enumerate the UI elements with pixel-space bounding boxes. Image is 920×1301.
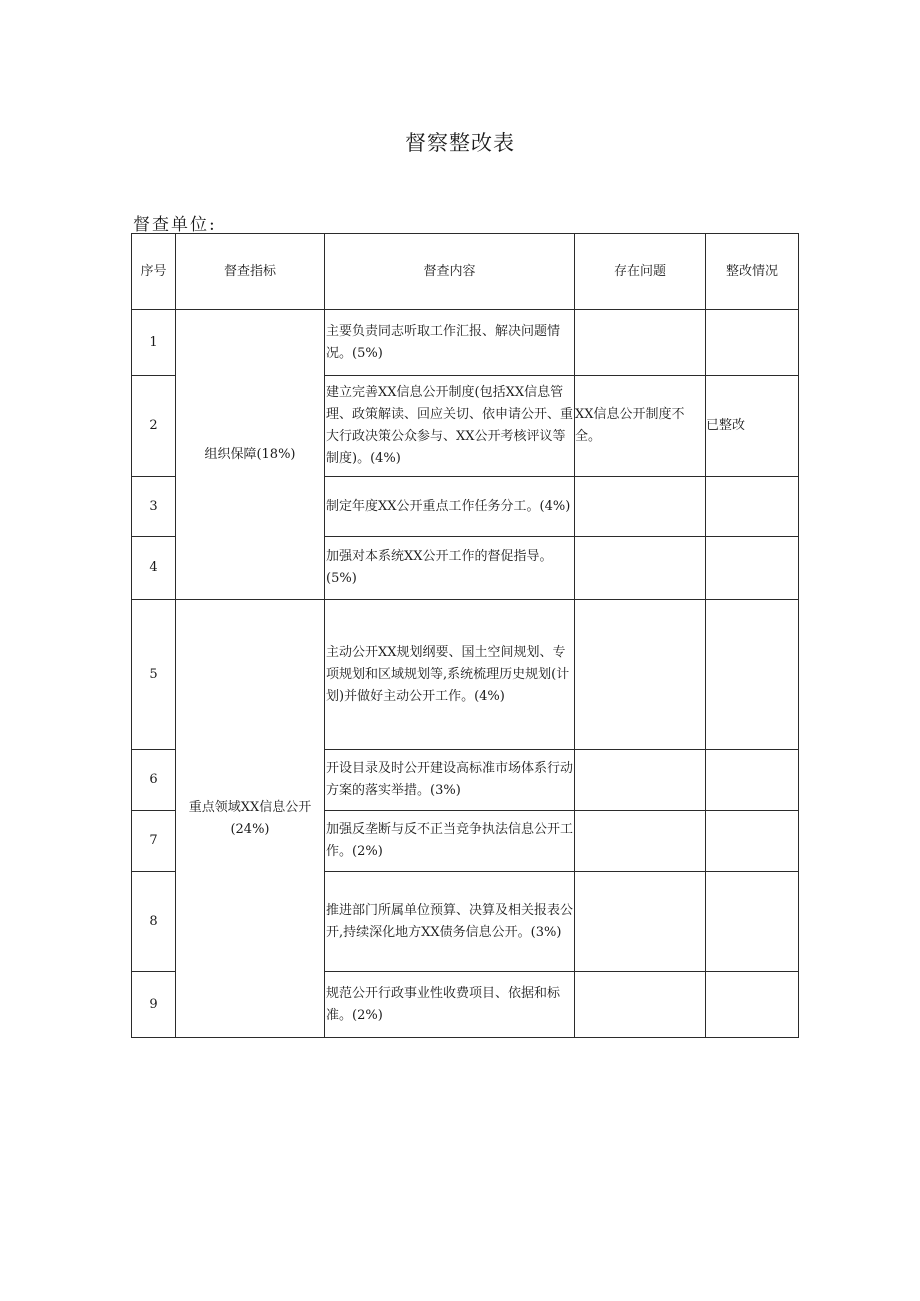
header-content: 督查内容 (325, 234, 575, 310)
status-cell: 已整改 (706, 376, 799, 477)
table-row (132, 310, 799, 376)
issue-cell (575, 600, 706, 750)
row-number: 5 (132, 600, 176, 750)
issue-cell (575, 750, 706, 811)
issue-cell: XX信息公开制度不全。 (575, 376, 706, 477)
status-cell (706, 872, 799, 972)
row-number: 3 (132, 477, 176, 537)
status-cell (706, 972, 799, 1038)
table-row (132, 600, 799, 750)
content-cell: 主要负责同志听取工作汇报、解决问题情况。(5%) (325, 310, 575, 376)
rectification-table (131, 233, 799, 1038)
row-number: 7 (132, 811, 176, 872)
row-number: 4 (132, 537, 176, 600)
header-status: 整改情况 (706, 234, 799, 310)
content-cell: 加强对本系统XX公开工作的督促指导。(5%) (325, 537, 575, 600)
content-cell: 开设目录及时公开建设高标准市场体系行动方案的落实举措。(3%) (325, 750, 575, 811)
row-number: 8 (132, 872, 176, 972)
status-cell (706, 537, 799, 600)
issue-cell (575, 537, 706, 600)
inspection-unit-label: 督查单位: (133, 215, 217, 235)
indicator-cell (176, 600, 325, 1038)
status-cell (706, 811, 799, 872)
issue-cell (575, 477, 706, 537)
content-cell: 推进部门所属单位预算、决算及相关报表公开,持续深化地方XX债务信息公开。(3%) (325, 872, 575, 972)
indicator-cell (176, 310, 325, 600)
header-indicator: 督查指标 (176, 234, 325, 310)
status-cell (706, 750, 799, 811)
page-title: 督察整改表 (405, 131, 515, 155)
content-cell: 加强反垄断与反不正当竞争执法信息公开工作。(2%) (325, 811, 575, 872)
indicator-text: 重点领域XX信息公开(24%) (188, 799, 312, 837)
row-number: 1 (132, 310, 176, 376)
issue-cell (575, 972, 706, 1038)
row-number: 2 (132, 376, 176, 477)
issue-cell (575, 811, 706, 872)
status-cell (706, 477, 799, 537)
row-number: 9 (132, 972, 176, 1038)
content-cell: 建立完善XX信息公开制度(包括XX信息管理、政策解读、回应关切、依申请公开、重大行政决策公众参与、XX公开考核评议等制度)。(4%) (325, 376, 575, 477)
content-cell: 主动公开XX规划纲要、国土空间规划、专项规划和区域规划等,系统梳理历史规划(计划)并做好主动公开工作。(4%) (325, 600, 575, 750)
status-cell (706, 310, 799, 376)
header-issues: 存在问题 (575, 234, 706, 310)
indicator-text: 组织保障(18%) (204, 446, 296, 462)
content-cell: 规范公开行政事业性收费项目、依据和标准。(2%) (325, 972, 575, 1038)
status-cell (706, 600, 799, 750)
issue-cell (575, 310, 706, 376)
issue-cell (575, 872, 706, 972)
table-header-row (132, 234, 799, 310)
row-number: 6 (132, 750, 176, 811)
content-cell: 制定年度XX公开重点工作任务分工。(4%) (325, 477, 575, 537)
header-serial-number: 序号 (132, 234, 176, 310)
